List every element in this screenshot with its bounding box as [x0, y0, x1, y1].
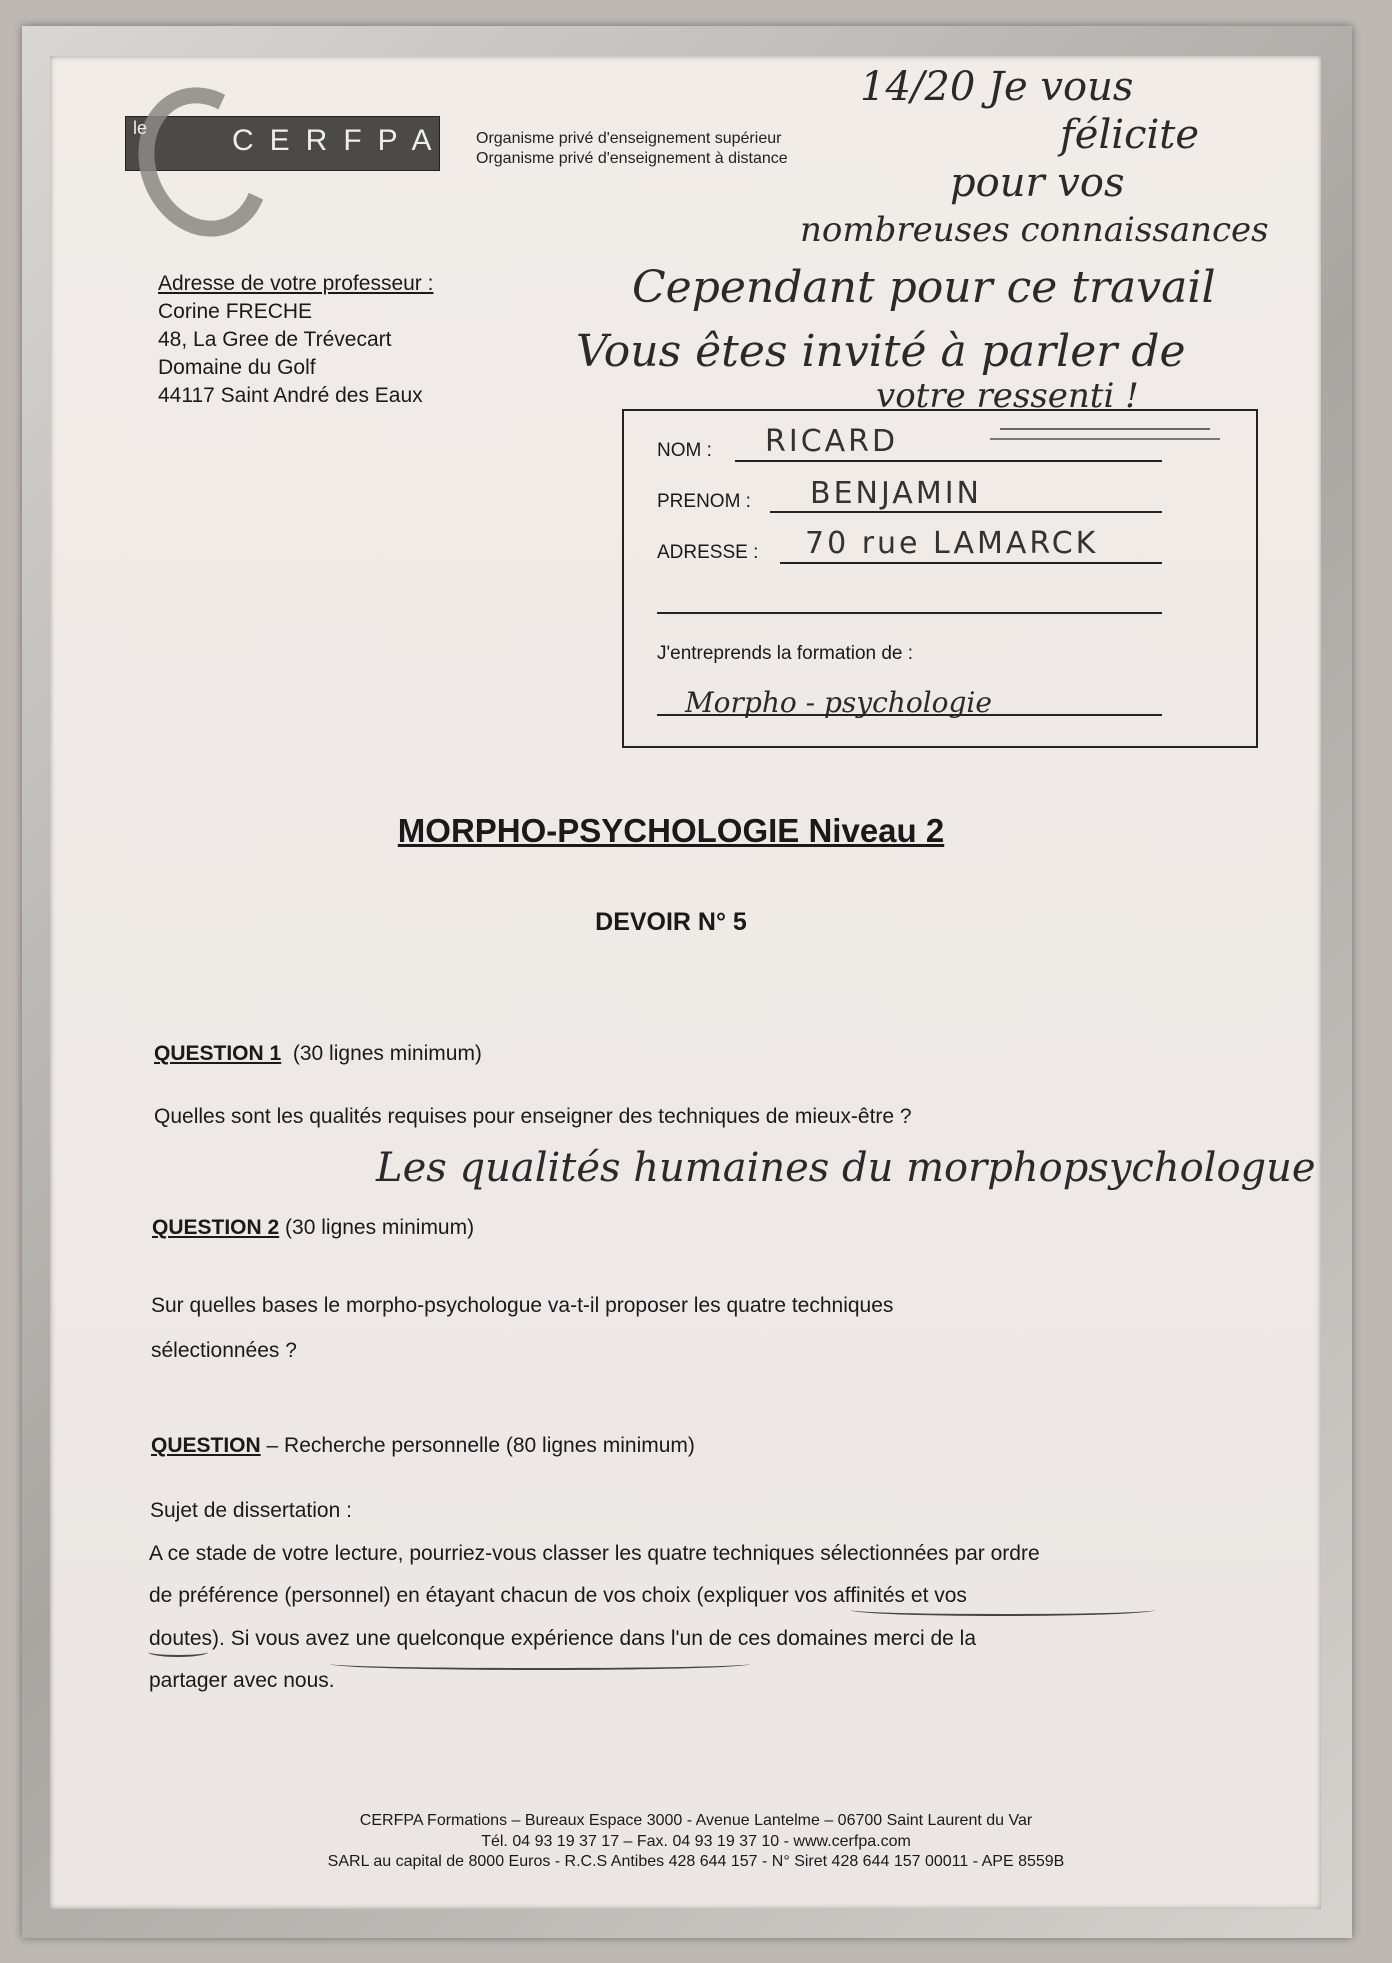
question-label: QUESTION 2: [152, 1216, 280, 1239]
adresse-field-line-2: [657, 612, 1162, 614]
nom-label: NOM :: [657, 440, 712, 461]
subject-label: Sujet de dissertation :: [150, 1499, 352, 1522]
professor-line: Corine FRECHE: [158, 300, 313, 323]
professor-line: 48, La Gree de Trévecart: [158, 328, 392, 351]
prenom-label: PRENOM :: [657, 491, 751, 512]
footer-line-2: Tél. 04 93 19 37 17 – Fax. 04 93 19 37 10 - www.cerfpa.com: [481, 1833, 911, 1850]
adresse-label: ADRESSE :: [657, 542, 759, 563]
question-3-text: A ce stade de votre lecture, pourriez-vous classer les quatre techniques sélectionnées par ordre: [149, 1542, 1040, 1565]
comment-line: Vous êtes invité à parler de: [576, 326, 1186, 377]
professor-heading: Adresse de votre professeur :: [158, 272, 434, 295]
prenom-field-line: [770, 511, 1162, 513]
pen-underline: [850, 1604, 1155, 1616]
pen-underline: [330, 1658, 750, 1670]
adresse-field-line: [780, 562, 1162, 564]
devoir-number: DEVOIR N° 5: [595, 908, 747, 936]
professor-line: 44117 Saint André des Eaux: [158, 384, 423, 407]
question-3-text: de préférence (personnel) en étayant chacun de vos choix (expliquer vos affinités et vos: [149, 1584, 967, 1607]
professor-line: Domaine du Golf: [158, 356, 316, 379]
question-3-text: doutes). Si vous avez une quelconque expérience dans l'un de ces domaines merci de la: [149, 1627, 977, 1650]
pen-underline: [148, 1647, 208, 1657]
comment-line: votre ressenti !: [876, 376, 1139, 416]
logo-name: CERFPA: [232, 124, 448, 157]
org-line-1: Organisme privé d'enseignement supérieur: [476, 130, 782, 147]
adresse-value[interactable]: 70 rue LAMARCK: [805, 526, 1099, 561]
footer-line-1: CERFPA Formations – Bureaux Espace 3000 - Avenue Lantelme – 06700 Saint Laurent du Var: [359, 1812, 1033, 1829]
nom-field-line: [735, 460, 1162, 462]
question-note: (30 lignes minimum): [285, 1216, 475, 1239]
question-label: QUESTION: [151, 1434, 261, 1457]
comment-line: 14/20 Je vous: [860, 64, 1134, 110]
logo-prefix: le: [133, 118, 148, 138]
formation-label: J'entreprends la formation de :: [657, 643, 914, 664]
comment-line: félicite: [1060, 112, 1200, 158]
formation-value[interactable]: Morpho - psychologie: [685, 686, 992, 719]
question-1-header: [154, 1042, 482, 1066]
question-1-text: Quelles sont les qualités requises pour enseigner des techniques de mieux-être ?: [154, 1105, 912, 1128]
nom-value[interactable]: RICARD: [765, 424, 899, 459]
question-note: (30 lignes minimum): [292, 1042, 482, 1065]
prenom-value[interactable]: BENJAMIN: [810, 476, 982, 511]
comment-line: Cependant pour ce travail: [632, 262, 1216, 313]
comment-line: pour vos: [950, 160, 1125, 206]
question-3-text: partager avec nous.: [149, 1669, 335, 1692]
org-line-2: Organisme privé d'enseignement à distance: [476, 150, 788, 167]
question-2-header: [152, 1216, 474, 1240]
question-2-text: sélectionnées ?: [151, 1339, 297, 1362]
footer-line-3: SARL au capital de 8000 Euros - R.C.S Antibes 428 644 157 - N° Siret 428 644 157 00011 - APE 8559B: [327, 1853, 1065, 1870]
comment-line: nombreuses connaissances: [800, 210, 1269, 250]
question-note: – Recherche personnelle (80 lignes minimum): [266, 1434, 695, 1457]
question-1-answer[interactable]: Les qualités humaines du morphopsychologue: [376, 1145, 1316, 1191]
question-label: QUESTION 1: [154, 1042, 282, 1065]
question-3-header: [151, 1434, 695, 1458]
formation-field-line: [657, 714, 1162, 716]
professor-address: [158, 270, 433, 410]
page-title: MORPHO-PSYCHOLOGIE Niveau 2: [397, 812, 945, 849]
question-2-text: Sur quelles bases le morpho-psychologue va-t-il proposer les quatre techniques: [151, 1294, 894, 1317]
